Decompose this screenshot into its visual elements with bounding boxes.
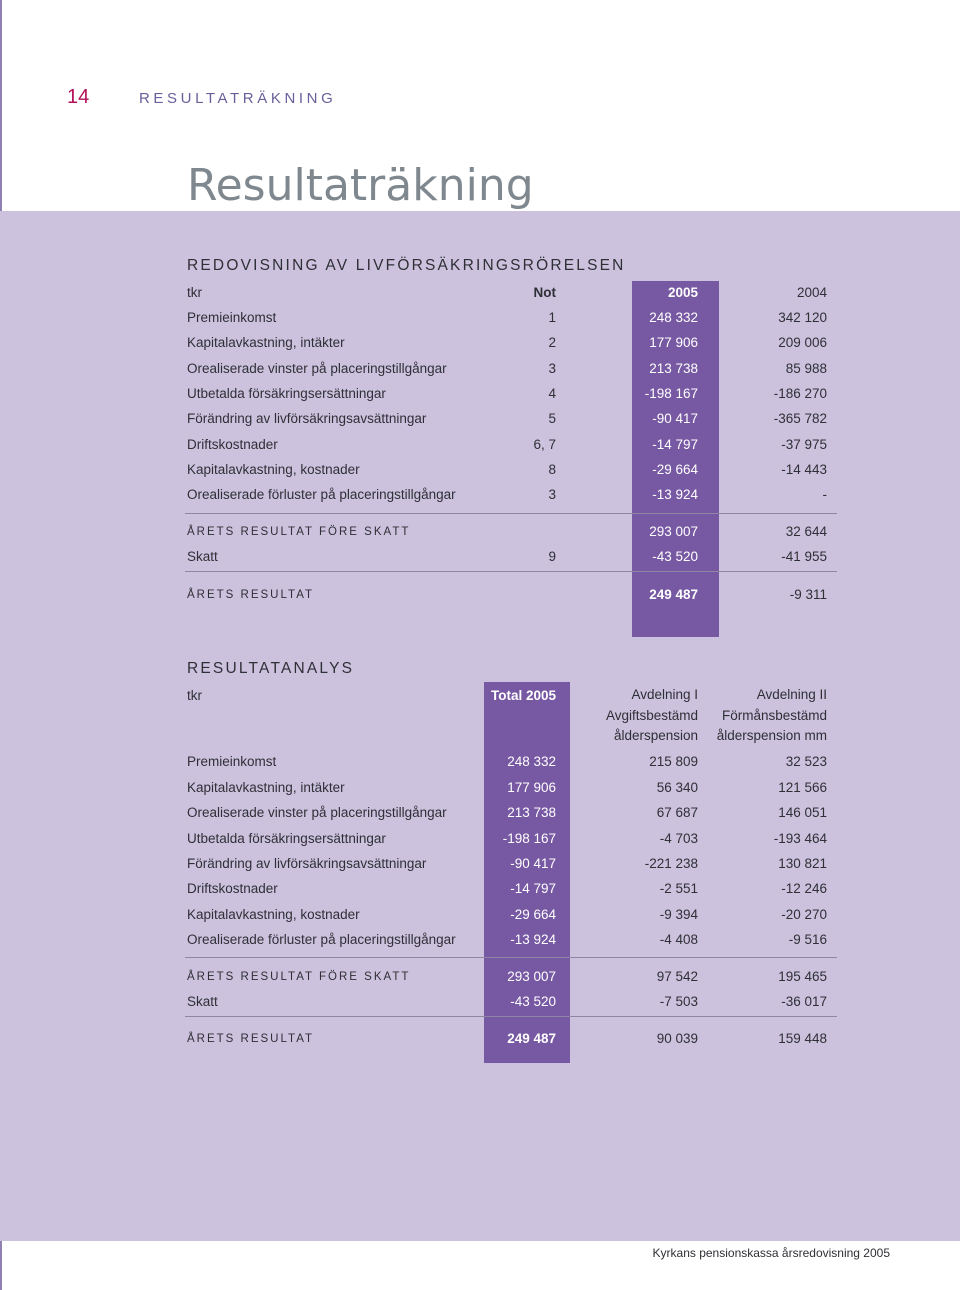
table-row	[187, 484, 827, 506]
row-value-total: 248 332	[507, 754, 556, 769]
row-value-2004: -	[822, 487, 827, 502]
row-value-avd1: 56 340	[656, 780, 698, 795]
result-value-avd1: 90 039	[656, 1031, 698, 1046]
row-not: 8	[548, 462, 556, 477]
row-value-avd1: -2 551	[659, 881, 698, 896]
table-row	[187, 802, 827, 824]
table-row	[187, 777, 827, 799]
table-row	[187, 904, 827, 926]
table2-heading: RESULTATANALYS	[187, 660, 355, 677]
page-title: Resultaträkning	[187, 160, 534, 211]
row-label: Kapitalavkastning, intäkter	[187, 335, 345, 350]
subtotal-value-avd1: 97 542	[656, 969, 698, 984]
page-footer: Kyrkans pensionskassa årsredovisning 2005	[652, 1246, 890, 1260]
row-label: Driftskostnader	[187, 437, 278, 452]
tax-value-2004: -41 955	[781, 549, 827, 564]
row-value-2004: 85 988	[785, 361, 827, 376]
row-not: 4	[548, 386, 556, 401]
tax-row	[187, 991, 827, 1013]
row-value-2004: 209 006	[778, 335, 827, 350]
tax-value-2005: -43 520	[652, 549, 698, 564]
col-header-line: ålderspension mm	[716, 728, 827, 743]
row-label: Premieinkomst	[187, 754, 277, 769]
subtotal-label: ÅRETS RESULTAT FÖRE SKATT	[187, 526, 411, 538]
row-value-2005: -13 924	[652, 487, 698, 502]
col-header-avdelning-1	[606, 685, 698, 747]
row-label: Driftskostnader	[187, 881, 278, 896]
row-label: Förändring av livförsäkringsavsättningar	[187, 856, 427, 871]
table-row	[187, 434, 827, 456]
row-not: 3	[548, 487, 556, 502]
row-label: Orealiserade vinster på placeringstillgångar	[187, 361, 447, 376]
tax-not: 9	[548, 549, 556, 564]
subtotal-row	[187, 521, 827, 543]
row-label: Premieinkomst	[187, 310, 277, 325]
row-value-avd1: -4 408	[659, 932, 698, 947]
row-not: 6, 7	[533, 437, 556, 452]
table1-heading: REDOVISNING AV LIVFÖRSÄKRINGSRÖRELSEN	[187, 257, 626, 274]
row-value-total: -14 797	[510, 881, 556, 896]
row-value-2004: -365 782	[773, 411, 827, 426]
col-header-2004: 2004	[796, 285, 827, 300]
col-header-tkr: tkr	[187, 285, 202, 300]
row-value-avd2: -20 270	[781, 907, 827, 922]
row-value-2004: -186 270	[773, 386, 827, 401]
row-label: Orealiserade förluster på placeringstillgångar	[187, 487, 456, 502]
row-value-avd1: 67 687	[656, 805, 698, 820]
table-row	[187, 383, 827, 405]
table-row	[187, 358, 827, 380]
row-value-avd2: 146 051	[778, 805, 827, 820]
subtotal-value-avd2: 195 465	[778, 969, 827, 984]
col-header-2005: 2005	[667, 285, 698, 300]
col-header-not: Not	[533, 285, 556, 300]
divider-line	[185, 571, 837, 572]
subtotal-row	[187, 966, 827, 988]
result-value-total: 249 487	[507, 1031, 556, 1046]
subtotal-value-total: 293 007	[507, 969, 556, 984]
table-row	[187, 408, 827, 430]
row-value-total: -13 924	[510, 932, 556, 947]
result-value-2005: 249 487	[649, 587, 698, 602]
row-value-2005: 248 332	[649, 310, 698, 325]
row-label: Orealiserade vinster på placeringstillgångar	[187, 805, 447, 820]
tax-label: Skatt	[187, 549, 218, 564]
tax-label: Skatt	[187, 994, 218, 1009]
result-label: ÅRETS RESULTAT	[187, 1033, 315, 1045]
row-value-total: -90 417	[510, 856, 556, 871]
row-value-total: 177 906	[507, 780, 556, 795]
row-value-2005: 213 738	[649, 361, 698, 376]
subtotal-label: ÅRETS RESULTAT FÖRE SKATT	[187, 971, 411, 983]
table-row	[187, 307, 827, 329]
table-row	[187, 332, 827, 354]
row-value-2004: 342 120	[778, 310, 827, 325]
divider-line	[185, 957, 837, 958]
table-row	[187, 828, 827, 850]
row-value-avd1: -4 703	[659, 831, 698, 846]
row-not: 1	[548, 310, 556, 325]
row-label: Utbetalda försäkringsersättningar	[187, 831, 386, 846]
row-value-avd2: 32 523	[785, 754, 827, 769]
row-value-avd1: -221 238	[644, 856, 698, 871]
row-value-total: -29 664	[510, 907, 556, 922]
col-header-total-2005: Total 2005	[490, 688, 556, 703]
row-label: Förändring av livförsäkringsavsättningar	[187, 411, 427, 426]
col-header-line: Avgiftsbestämd	[605, 707, 698, 723]
subtotal-value-2004: 32 644	[785, 524, 827, 539]
row-not: 3	[548, 361, 556, 376]
col-header-line: ålderspension	[613, 728, 698, 743]
row-label: Utbetalda försäkringsersättningar	[187, 386, 386, 401]
row-value-2004: -14 443	[781, 462, 827, 477]
table-row	[187, 853, 827, 875]
row-label: Kapitalavkastning, kostnader	[187, 462, 360, 477]
table-row	[187, 751, 827, 773]
row-value-2005: -90 417	[652, 411, 698, 426]
row-value-2005: -29 664	[652, 462, 698, 477]
table-row	[187, 878, 827, 900]
col-header-line: Avdelning I	[631, 687, 698, 702]
page-number: 14	[67, 86, 90, 108]
row-value-total: -198 167	[502, 831, 556, 846]
row-value-avd2: 121 566	[778, 780, 827, 795]
row-value-avd2: 130 821	[778, 856, 827, 871]
row-not: 5	[548, 411, 556, 426]
tax-row	[187, 546, 827, 568]
result-value-2004: -9 311	[789, 587, 827, 602]
row-value-avd2: -9 516	[788, 932, 827, 947]
running-header: RESULTATRÄKNING	[139, 90, 337, 107]
divider-line	[185, 1016, 837, 1017]
row-value-avd1: -9 394	[659, 907, 698, 922]
row-value-avd2: -12 246	[781, 881, 827, 896]
row-value-avd2: -193 464	[773, 831, 827, 846]
row-value-2005: -14 797	[652, 437, 698, 452]
tax-value-avd2: -36 017	[781, 994, 827, 1009]
row-value-avd1: 215 809	[649, 754, 698, 769]
col-header-avdelning-2	[717, 685, 827, 747]
result-row	[187, 584, 827, 606]
result-row	[187, 1028, 827, 1050]
row-label: Orealiserade förluster på placeringstillgångar	[187, 932, 456, 947]
subtotal-value-2005: 293 007	[649, 524, 698, 539]
result-label: ÅRETS RESULTAT	[187, 589, 315, 601]
tax-value-avd1: -7 503	[659, 994, 698, 1009]
table-row	[187, 929, 827, 951]
col-header-line: Förmånsbestämd	[721, 707, 827, 723]
row-label: Kapitalavkastning, kostnader	[187, 907, 360, 922]
col-header-line: Avdelning II	[756, 687, 827, 702]
row-value-2005: -198 167	[644, 386, 698, 401]
row-value-2004: -37 975	[781, 437, 827, 452]
result-value-avd2: 159 448	[778, 1031, 827, 1046]
row-not: 2	[548, 335, 556, 350]
col-header-tkr: tkr	[187, 688, 202, 703]
tax-value-total: -43 520	[510, 994, 556, 1009]
row-label: Kapitalavkastning, intäkter	[187, 780, 345, 795]
row-value-total: 213 738	[507, 805, 556, 820]
table-row	[187, 459, 827, 481]
divider-line	[185, 513, 837, 514]
row-value-2005: 177 906	[649, 335, 698, 350]
table1-header-row	[187, 282, 827, 304]
